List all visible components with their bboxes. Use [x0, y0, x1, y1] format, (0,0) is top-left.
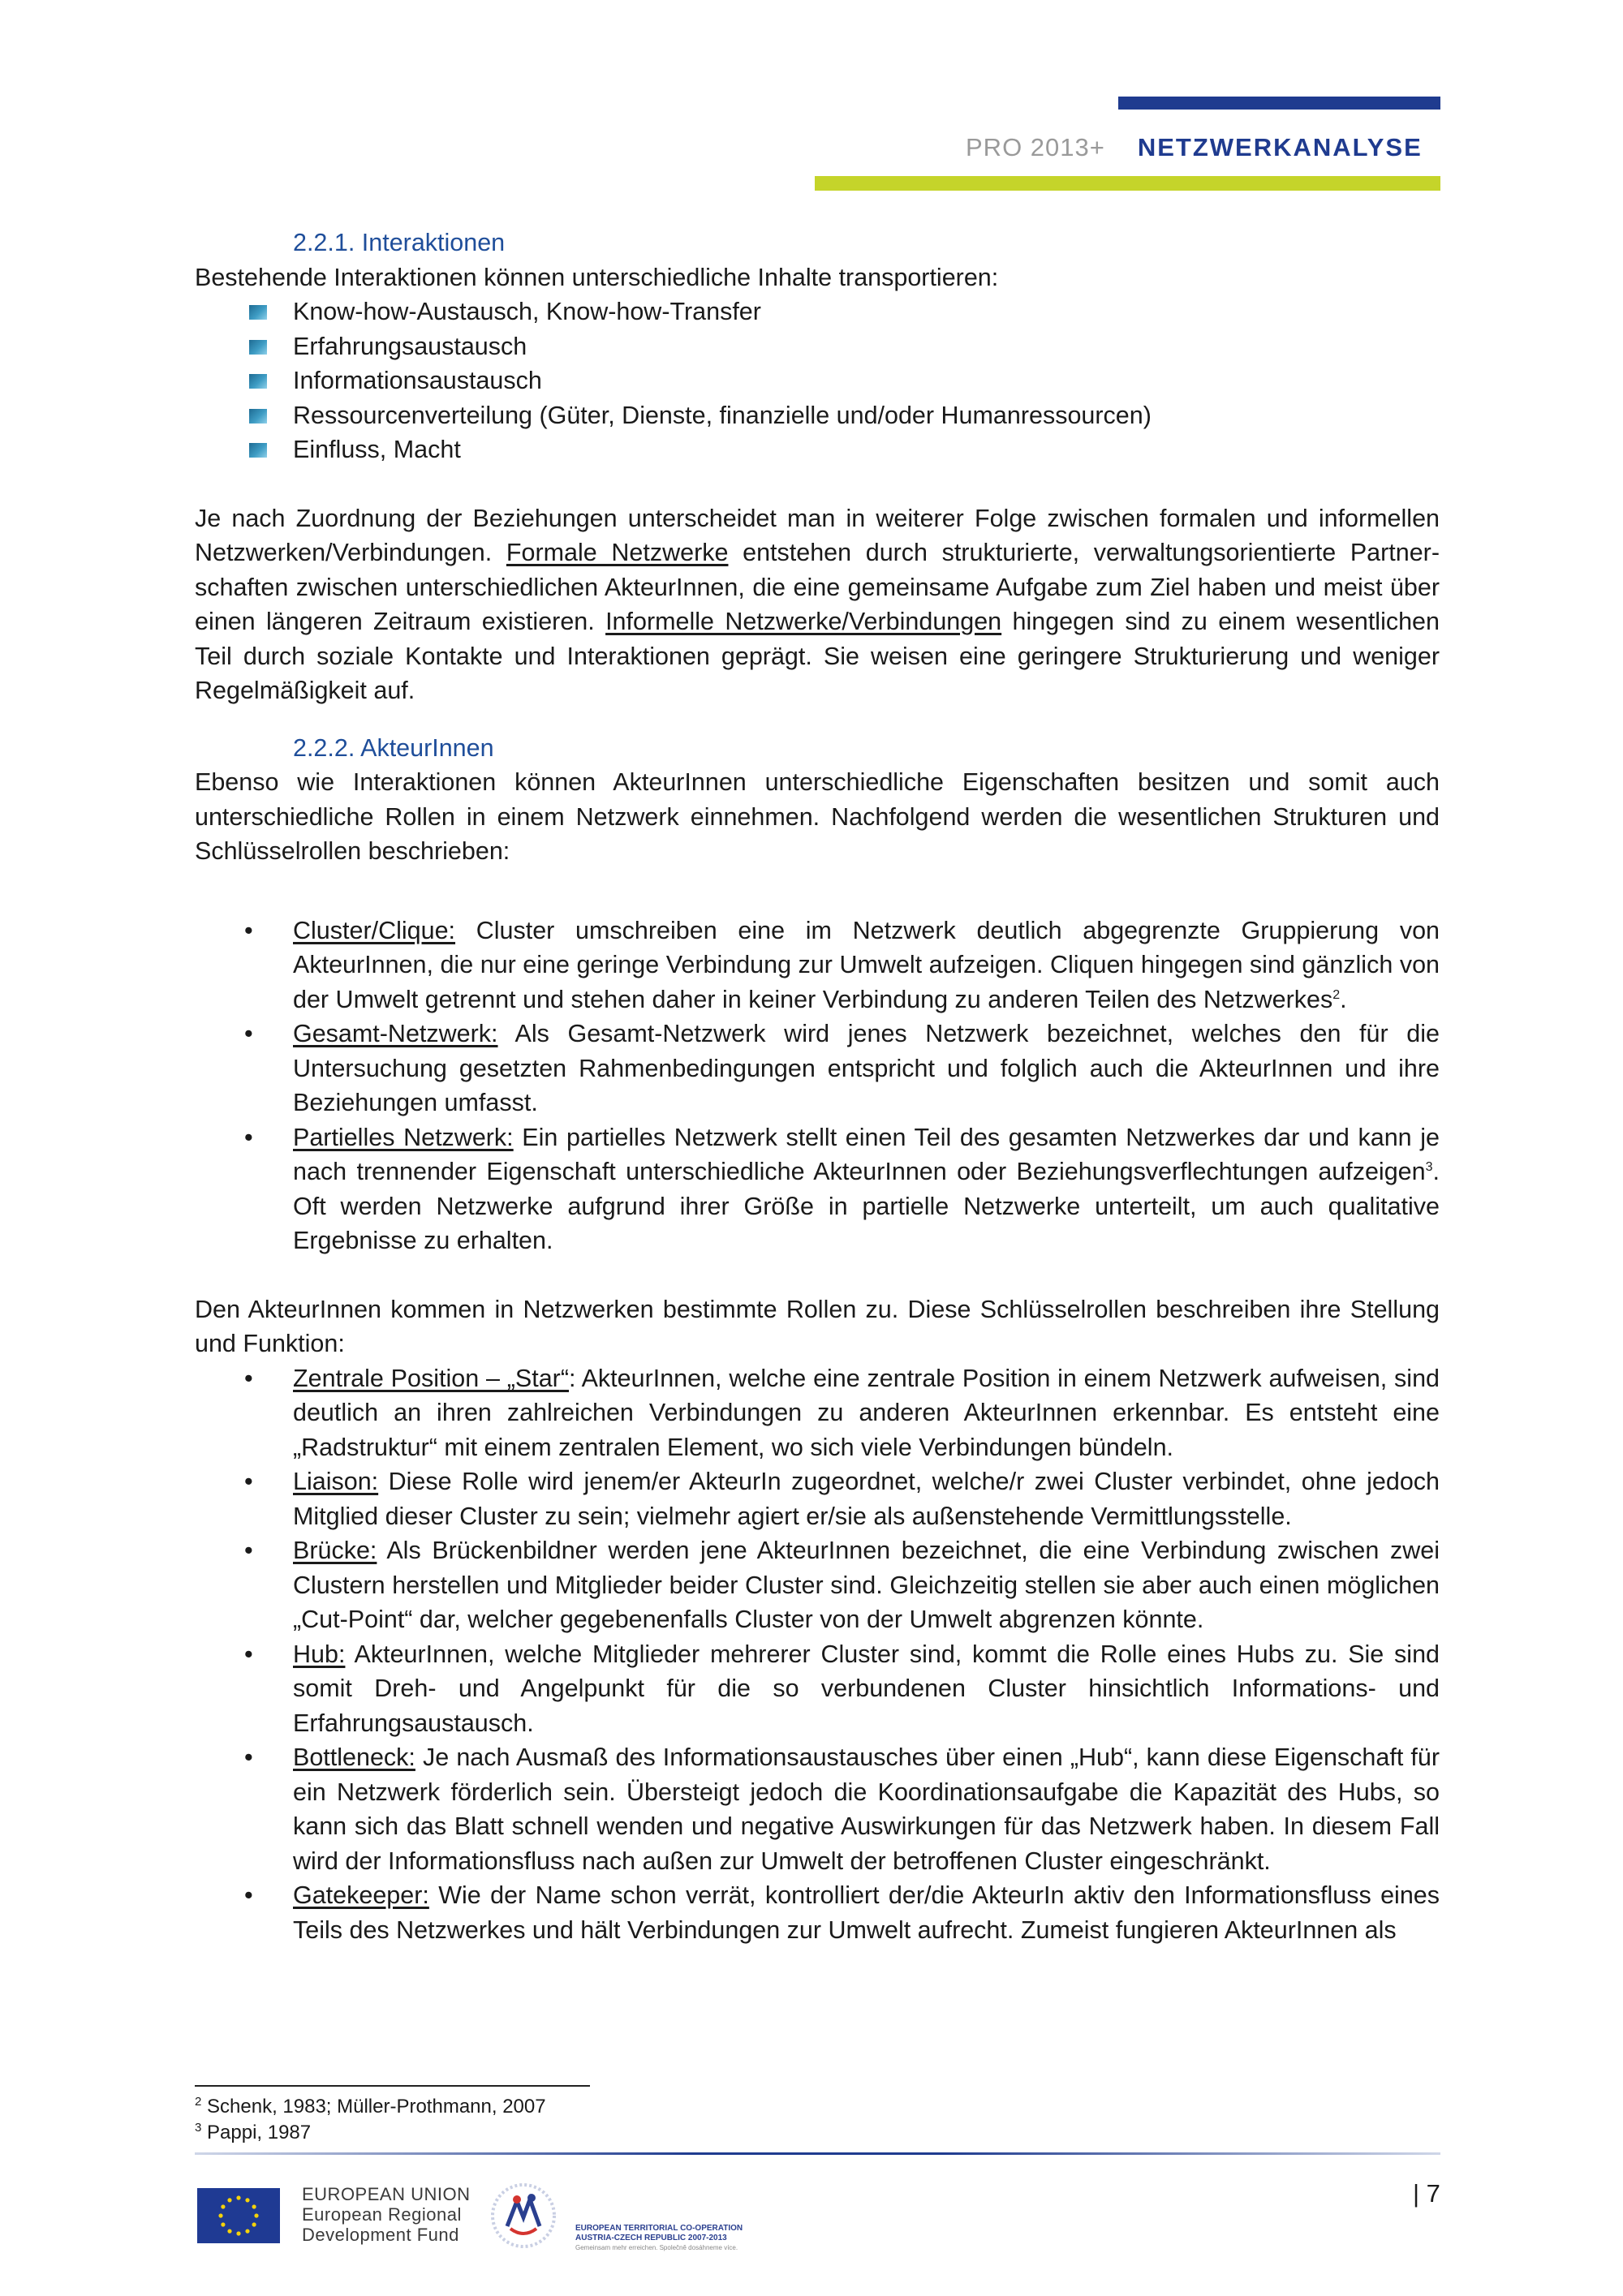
- bullet-icon: •: [244, 1364, 253, 1392]
- spacer: [195, 1258, 1440, 1292]
- cooperation-logo: [489, 2182, 558, 2251]
- bullet-icon: •: [244, 1123, 253, 1151]
- page-number: | 7: [1413, 2179, 1440, 2208]
- list-item: • Liaison: Diese Rolle wird jenem/er AkteurIn zugeordnet, welche/r zwei Cluster verbindet, ohne jedoch Mitglied dieser Cluster zu sein; vielmehr agiert er/sie als außenstehende Vermittlungsstelle.: [293, 1464, 1440, 1533]
- term: Gatekeeper:: [293, 1881, 429, 1909]
- interaktionen-list: [195, 295, 1440, 467]
- eu-star-icon: [227, 2198, 231, 2202]
- eu-star-icon: [218, 2213, 222, 2217]
- eu-star-icon: [227, 2229, 231, 2234]
- bullet-icon: •: [244, 1640, 253, 1668]
- eu-star-icon: [236, 2195, 240, 2199]
- eu-star-icon: [245, 2229, 249, 2234]
- term: Partielles Netzwerk:: [293, 1123, 514, 1151]
- eu-fund-label: EUROPEAN UNION European Regional Development Fund: [302, 2184, 471, 2245]
- list-item: • Gesamt-Netzwerk: Als Gesamt-Netzwerk wird jenes Netzwerk bezeichnet, welches den für die Untersuchung gesetzten Rahmenbedingungen entspricht und folglich auch die AkteurInnen und ihre Beziehungen umfasst.: [293, 1017, 1440, 1120]
- term: Liaison:: [293, 1468, 379, 1495]
- term: Brücke:: [293, 1537, 377, 1564]
- footnote-3: $^3$ Pappi, 1987: [195, 2121, 312, 2143]
- list-item: • Cluster/Clique: Cluster umschreiben eine im Netzwerk deutlich abgegrenzte Gruppierung von AkteurInnen, die nur eine geringe Verbindung zur Umwelt aufzeigen. Cliquen hingegen sind gänzlich von der Umwelt getrennt und stehen daher in keiner Verbindung zu anderen Teilen des Netzwerkes$^2$.: [293, 914, 1440, 1017]
- bullet-icon: •: [244, 1537, 253, 1564]
- list-item: • Hub: AkteurInnen, welche Mitglieder mehrerer Cluster sind, kommt die Rolle eines Hubs zu. Sie sind somit Dreh- und Angelpunkt für die so verbundenen Cluster hinsichtlich Informations- und Erfahrungsaustausch.: [293, 1637, 1440, 1741]
- term: Bottleneck:: [293, 1743, 415, 1771]
- term: Cluster/Clique:: [293, 916, 456, 944]
- structures-list: [195, 914, 1440, 1258]
- term: Zentrale Position – „Star“: [293, 1364, 569, 1392]
- spacer: [195, 869, 1440, 914]
- roles-list: [195, 1361, 1440, 1948]
- eu-star-icon: [236, 2231, 240, 2235]
- header-title: NETZWERKANALYSE: [1137, 133, 1423, 161]
- roles-intro: Den AkteurInnen kommen in Netzwerken bestimmte Rollen zu. Diese Schlüsselrollen beschreiben ihre Stellung und Funktion:: [195, 1295, 1440, 1357]
- section-heading-akteurinnen: 2.2.2. AkteurInnen: [293, 733, 494, 762]
- eu-star-icon: [252, 2204, 256, 2208]
- spacer: [195, 467, 1440, 501]
- square-bullet-icon: [249, 305, 267, 320]
- eu-star-icon: [252, 2222, 256, 2226]
- bullet-icon: •: [244, 1881, 253, 1909]
- term-informelle-netzwerke: Informelle Netzwerke/Verbindungen: [605, 608, 1002, 635]
- bullet-icon: •: [244, 1020, 253, 1047]
- akteurinnen-intro: Ebenso wie Interaktionen können AkteurInnen unterschiedliche Eigenschaften besitzen und somit auch unterschiedliche Rollen in einem Netzwerk einnehmen. Nachfolgend werden die wesentlichen Strukturen und Schlüsselrollen beschrieben:: [195, 768, 1440, 865]
- bullet-icon: •: [244, 1743, 253, 1771]
- paragraph-formal-informal: Je nach Zuordnung der Beziehungen unterscheidet man in weiterer Folge zwischen formalen und informellen Netzwerken/Verbindungen. Formale Netzwerke entstehen durch strukturierte, verwaltungsorientierte Partner-schaften zwischen unterschiedlichen AkteurInnen, die eine gemeinsame Aufgabe zum Ziel haben und meist über einen längeren Zeitraum existieren. Informelle Netzwerke/Verbindungen hingegen sind zu einem wesentlichen Teil durch soziale Kontakte und Interaktionen geprägt. Sie weisen eine geringere Strukturierung und weniger Regelmäßigkeit auf.: [195, 504, 1440, 704]
- list-item: Erfahrungsaustausch: [293, 329, 1440, 364]
- section-heading-interaktionen: 2.2.1. Interaktionen: [293, 229, 506, 256]
- list-item: Ressourcenverteilung (Güter, Dienste, finanzielle und/oder Humanressourcen): [293, 398, 1440, 433]
- list-item: Informationsaustausch: [293, 363, 1440, 398]
- bullet-icon: •: [244, 1468, 253, 1495]
- list-item: • Brücke: Als Brückenbildner werden jene AkteurInnen bezeichnet, die eine Verbindung zwischen zwei Clustern herstellen und Mitglieder beider Cluster sind. Gleichzeitig stellen sie aber auch einen möglichen „Cut-Point“ dar, welcher gegebenenfalls Cluster von der Umwelt abgrenzen könnte.: [293, 1533, 1440, 1637]
- square-bullet-icon: [249, 340, 267, 355]
- eu-star-icon: [221, 2204, 225, 2208]
- interaktionen-intro: Bestehende Interaktionen können unterschiedliche Inhalte transportieren:: [195, 263, 999, 291]
- main-content: [195, 226, 1440, 1947]
- list-item: • Bottleneck: Je nach Ausmaß des Informationsaustausches über einen „Hub“, kann diese Eigenschaft für ein Netzwerk förderlich sein. Übersteigt jedoch die Koordinationsaufgabe die Kapazität des Hubs, so kann sich das Blatt schnell wenden und negative Auswirkungen für das Netzwerk haben. In diesem Fall wird der Informationsfluss nach außen zur Umwelt der betroffenen Cluster eingeschränkt.: [293, 1740, 1440, 1878]
- list-item: Einfluss, Macht: [293, 432, 1440, 467]
- eu-star-icon: [221, 2222, 225, 2226]
- square-bullet-icon: [249, 443, 267, 458]
- list-item: • Partielles Netzwerk: Ein partielles Netzwerk stellt einen Teil des gesamten Netzwerkes dar und kann je nach trennender Eigenschaft unterschiedliche AkteurInnen oder Beziehungsverflechtungen aufzeigen$^3$. Oft werden Netzwerke aufgrund ihrer Größe in partielle Netzwerke unterteilt, um auch qualitative Ergebnisse zu erhalten.: [293, 1120, 1440, 1258]
- bullet-icon: •: [244, 916, 253, 944]
- cooperation-label: EUROPEAN TERRITORIAL CO-OPERATION AUSTRIA-CZECH REPUBLIC 2007-2013 Gemeinsam mehr erreichen. Společně dosáhneme více.: [575, 2224, 743, 2251]
- square-bullet-icon: [249, 374, 267, 389]
- eu-flag-logo: [197, 2188, 280, 2243]
- footnote-divider: [195, 2085, 590, 2087]
- term: Gesamt-Netzwerk:: [293, 1020, 498, 1047]
- list-item: Know-how-Austausch, Know-how-Transfer: [293, 295, 1440, 329]
- term-formale-netzwerke: Formale Netzwerke: [506, 539, 729, 566]
- term: Hub:: [293, 1640, 346, 1668]
- footnote-2: $^2$ Schenk, 1983; Müller-Prothmann, 2007: [195, 2095, 546, 2118]
- list-item: • Zentrale Position – „Star“: AkteurInnen, welche eine zentrale Position in einem Netzwerk aufweisen, sind deutlich an ihren zahlreichen Verbindungen zu anderen AkteurInnen erkennbar. Es entsteht eine „Radstruktur“ mit einem zentralen Element, wo sich viele Verbindungen bündeln.: [293, 1361, 1440, 1465]
- square-bullet-icon: [249, 409, 267, 424]
- spacer: [195, 708, 1440, 731]
- footer-divider: [195, 2152, 1440, 2155]
- header-lime-bar: [815, 176, 1440, 191]
- header-blue-bar: [1118, 97, 1440, 110]
- header-project: PRO 2013+: [966, 133, 1105, 161]
- page-header: [966, 130, 1423, 166]
- list-item: • Gatekeeper: Wie der Name schon verrät, kontrolliert der/die AkteurIn aktiv den Informationsfluss eines Teils des Netzwerkes und hält Verbindungen zur Umwelt aufrecht. Zumeist fungieren AkteurInnen als: [293, 1878, 1440, 1947]
- eu-star-icon: [245, 2198, 249, 2202]
- eu-star-icon: [254, 2213, 258, 2217]
